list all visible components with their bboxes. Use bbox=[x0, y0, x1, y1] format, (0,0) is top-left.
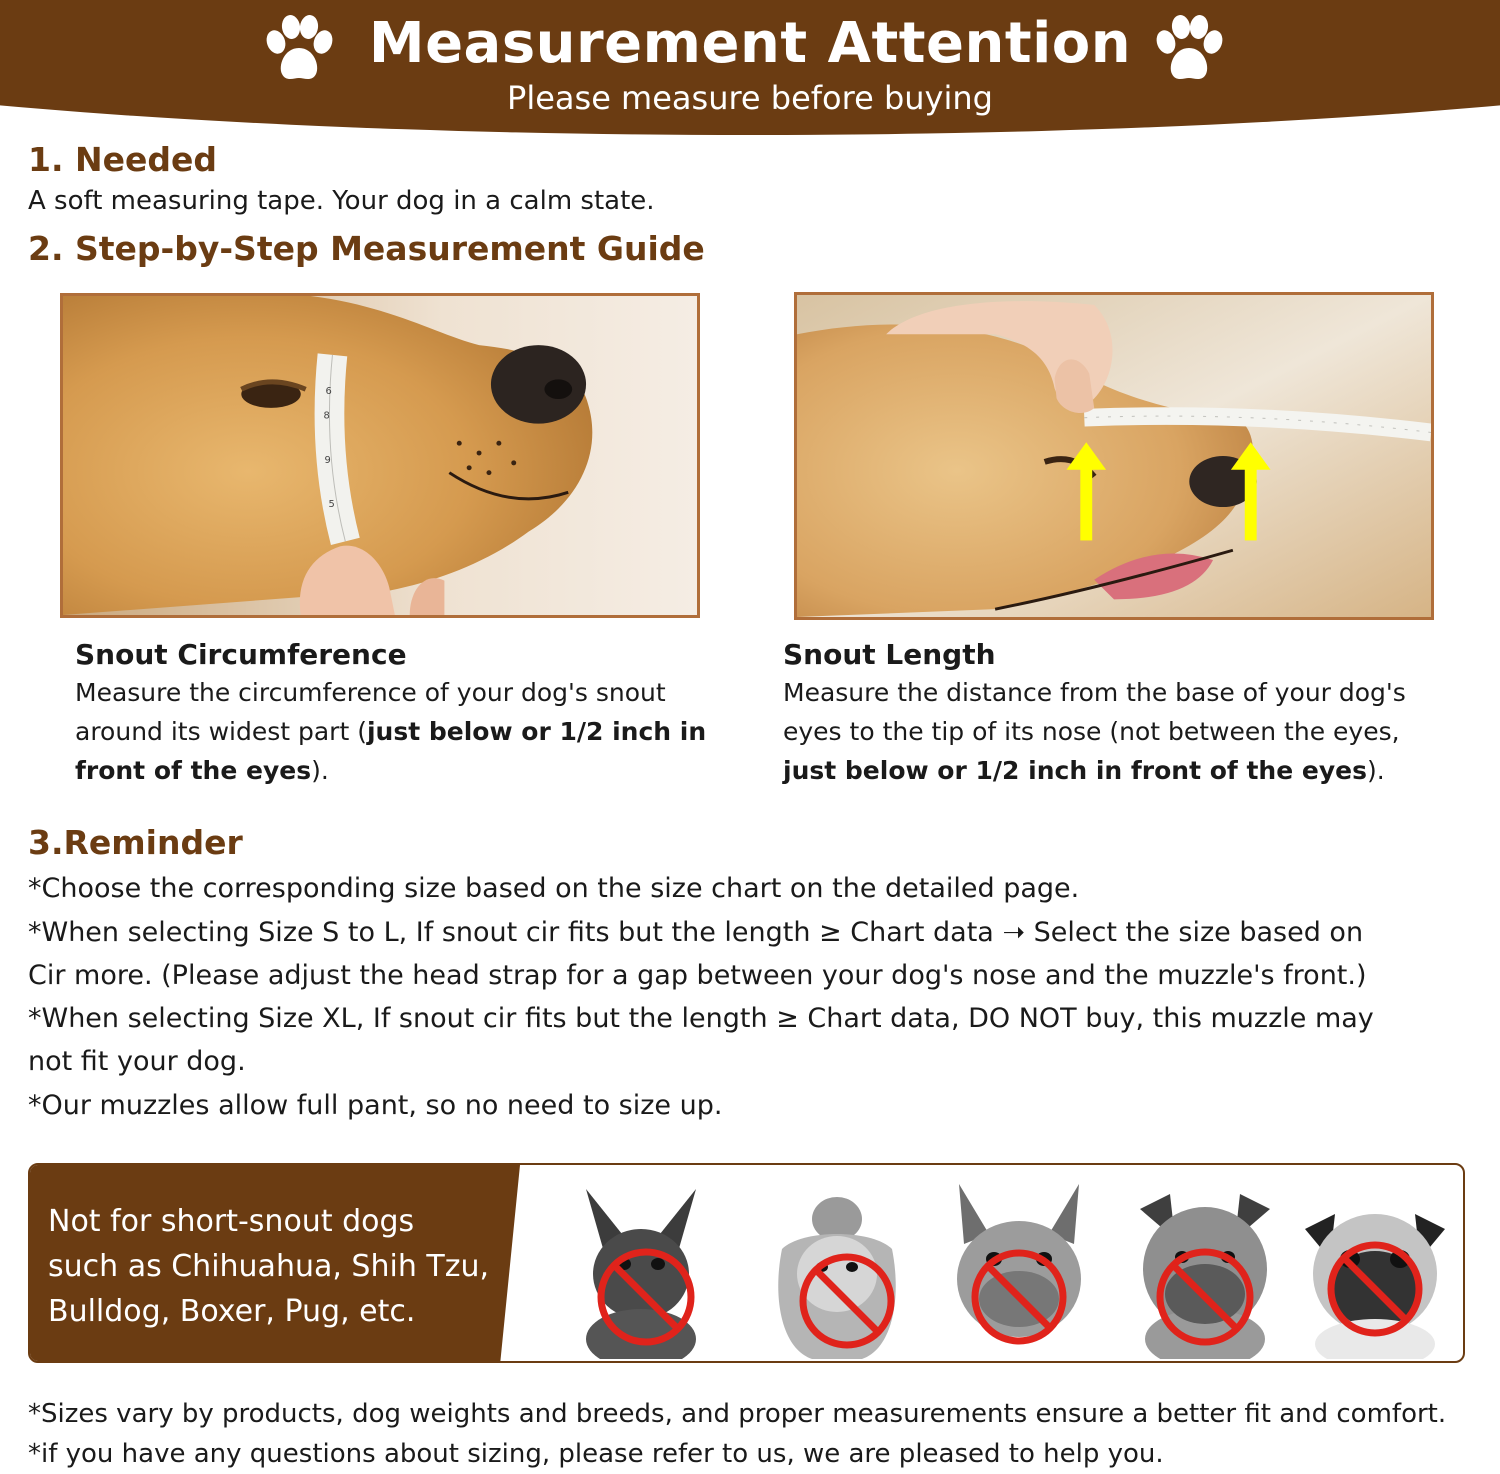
banner-line-2: such as Chihuahua, Shih Tzu, bbox=[48, 1249, 489, 1284]
reminder-line: not fit your dog. bbox=[28, 1046, 246, 1077]
snout-length-line-3: just below or 1/2 inch in front of the eyes). bbox=[783, 756, 1385, 785]
svg-text:9: 9 bbox=[324, 454, 331, 466]
footer-line-1: *Sizes vary by products, dog weights and breeds, and proper measurements ensure a better fit and comfort. bbox=[28, 1399, 1447, 1429]
snout-circumference-photo bbox=[60, 293, 700, 618]
boxer-no-icon bbox=[1120, 1179, 1290, 1359]
banner-line-3: Bulldog, Boxer, Pug, etc. bbox=[48, 1294, 416, 1329]
snout-length-title: Snout Length bbox=[783, 638, 996, 671]
reminder-line: *Choose the corresponding size based on the size chart on the detailed page. bbox=[28, 873, 1080, 904]
snout-length-photo bbox=[794, 292, 1434, 620]
svg-text:5: 5 bbox=[328, 499, 335, 511]
banner-text bbox=[48, 1199, 508, 1334]
snout-circumference-line-1: Measure the circumference of your dog's snout bbox=[75, 678, 666, 707]
page-title: Measurement Attention bbox=[368, 11, 1132, 76]
needed-heading: 1. Needed bbox=[28, 140, 217, 179]
svg-text:6: 6 bbox=[325, 386, 332, 398]
snout-length-line-2: eyes to the tip of its nose (not between the eyes, bbox=[783, 717, 1400, 746]
guide-heading: 2. Step-by-Step Measurement Guide bbox=[28, 229, 705, 268]
snout-length-line-1: Measure the distance from the base of your dog's bbox=[783, 678, 1406, 707]
reminder-line: *Our muzzles allow full pant, so no need to size up. bbox=[28, 1090, 723, 1121]
chihuahua-no-icon bbox=[556, 1179, 726, 1359]
pug-no-icon bbox=[1290, 1179, 1460, 1359]
shih-tzu-no-icon bbox=[752, 1179, 922, 1359]
bulldog-no-icon bbox=[934, 1179, 1104, 1359]
snout-circumference-line-2: around its widest part (just below or 1/2 inch in bbox=[75, 717, 707, 746]
banner-line-1: Not for short-snout dogs bbox=[48, 1204, 415, 1239]
reminder-line: Cir more. (Please adjust the head strap for a gap between your dog's nose and the muzzle's front.) bbox=[28, 960, 1367, 991]
snout-circumference-line-3: front of the eyes). bbox=[75, 756, 329, 785]
reminder-line: *When selecting Size XL, If snout cir fits but the length ≥ Chart data, DO NOT buy, this muzzle may bbox=[28, 1003, 1374, 1034]
footer-line-2: *if you have any questions about sizing, please refer to us, we are pleased to help you. bbox=[28, 1439, 1164, 1469]
page-subtitle: Please measure before buying bbox=[507, 79, 993, 117]
reminder-line: *When selecting Size S to L, If snout cir fits but the length ≥ Chart data ➝ Select the size based on bbox=[28, 917, 1364, 948]
reminder-heading: 3.Reminder bbox=[28, 823, 243, 862]
needed-text: A soft measuring tape. Your dog in a calm state. bbox=[28, 186, 655, 216]
snout-circumference-title: Snout Circumference bbox=[75, 638, 407, 671]
short-snout-warning-banner bbox=[28, 1163, 1465, 1363]
svg-text:8: 8 bbox=[323, 410, 330, 422]
